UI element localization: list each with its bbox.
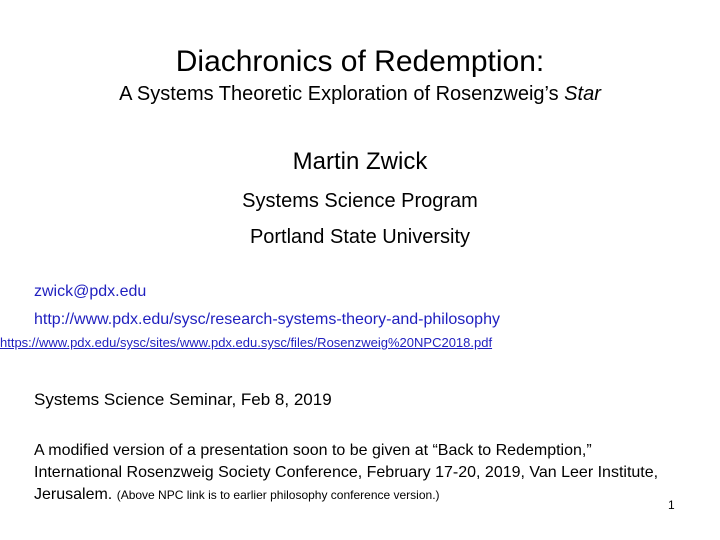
note-small-text: (Above NPC link is to earlier philosophy conference version.) bbox=[116, 488, 440, 502]
presentation-note bbox=[34, 440, 684, 506]
research-page-link[interactable]: http://www.pdx.edu/sysc/research-systems-theory-and-philosophy bbox=[34, 311, 500, 328]
page-number: 1 bbox=[668, 498, 675, 512]
author-name: Martin Zwick bbox=[292, 148, 428, 175]
pdf-link[interactable]: https://www.pdx.edu/sysc/sites/www.pdx.edu.sysc/files/Rosenzweig%20NPC2018.pdf bbox=[0, 335, 493, 350]
program-name: Systems Science Program bbox=[242, 190, 478, 212]
university-name: Portland State University bbox=[249, 226, 471, 248]
subtitle-italic-word: Star bbox=[564, 83, 601, 105]
subtitle-text: A Systems Theoretic Exploration of Rosenzweig’s bbox=[119, 83, 565, 105]
slide-title: Diachronics of Redemption: bbox=[175, 45, 545, 78]
seminar-info: Systems Science Seminar, Feb 8, 2019 bbox=[34, 390, 332, 409]
slide-subtitle bbox=[0, 82, 720, 106]
note-main-text: A modified version of a presentation soon to be given at “Back to Redemption,” International Rosenzweig Society Conference, February 17-20, 2019, Van Leer Institute, Jerusalem. bbox=[34, 442, 659, 503]
email-link[interactable]: zwick@pdx.edu bbox=[34, 283, 147, 300]
